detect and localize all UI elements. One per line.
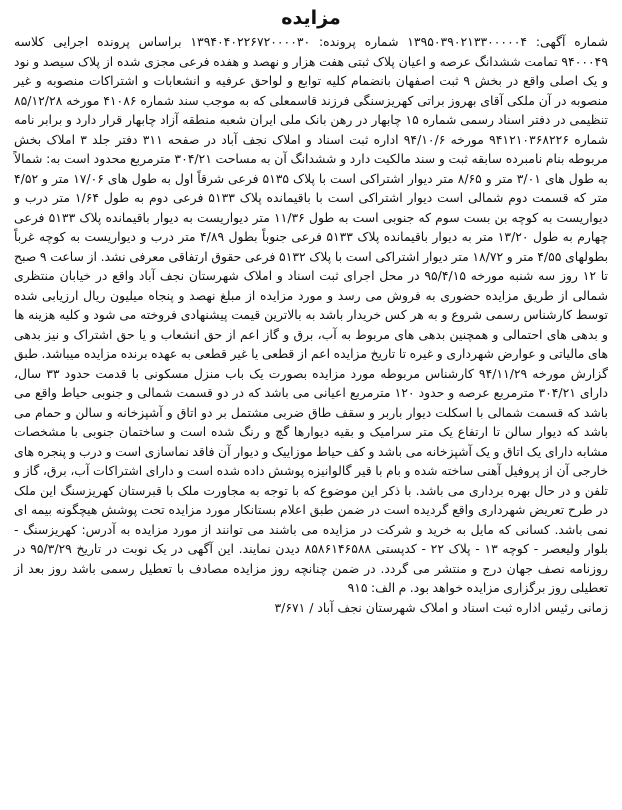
notice-title: مزایده — [281, 7, 341, 29]
auction-notice — [14, 6, 608, 617]
notice-signature: زمانی رئیس اداره ثبت اسناد و املاک شهرستان نجف آباد / ۳/۶۷۱ — [274, 599, 608, 615]
notice-body: شماره آگهی: ۱۳۹۵۰۳۹۰۲۱۳۳۰۰۰۰۰۴ شماره پرونده: ۱۳۹۴۰۴۰۲۲۶۷۲۰۰۰۰۳۰ براساس پرونده اجرایی کلاسه ۹۴۰۰۰۴۹ تمامت ششدانگ عرصه و اعیان پلاک ثبتی هفت هزار و نهصد و هفده فرعی مجزی شده از پلاک سیصد و نود و یک اصلی واقع در بخش ۹ ثبت اصفهان بانضمام کلیه توابع و لواحق عرفیه و انشعابات و اشتراکات منصوبه و غیر منصوبه در آن ملکی آقای بهروز براتی کهریزسنگی فرزند قاسمعلی که به موجب سند شماره ۴۱۰۸۶ مورخه ۸۵/۱۲/۲۸ تنظیمی در دفتر اسناد رسمی شماره ۱۵ چابهار در رهن بانک ملی ایران شعبه منطقه آزاد چابهار قرار دارد و برابر نامه شماره ۹۴۱۲۱۰۳۶۸۲۲۶ مورخه ۹۴/۱۰/۶ اداره ثبت اسناد و املاک نجف آباد در صفحه ۳۱۱ دفتر جلد ۳ املاک بخش مربوطه بنام نامبرده سابقه ثبت و سند مالکیت دارد و ششدانگ آن به مساحت ۳۰۴/۲۱ مترمربع محدود است به: شمالاً به طول های ۳/۰۱ متر و ۸/۶۵ متر دیوار اشتراکی است با پلاک ۵۱۳۵ فرعی شرقاً اول به طول های ۱۷/۰۶ متر و ۴/۵۲ متر که قسمت دوم شمالی است دیوار اشتراکی است با باقیمانده پلاک ۵۱۳۳ فرعی دوم به طول ۱/۶۴ متر درب و دیواریست به کوچه بن بست سوم که جنوبی است به طول ۱۱/۳۶ متر دیواریست به دیوار باقیمانده پلاک ۵۱۳۳ فرعی چهارم به طول ۱۳/۲۰ متر به دیوار باقیمانده پلاک ۵۱۳۳ فرعی جنوباً بطول ۴/۸۹ متر درب و دیواریست به کوچه غرباً بطولهای ۴/۵۵ متر و ۱۸/۷۲ متر دیوار اشتراکی است با پلاک ۵۱۳۲ فرعی حقوق ارتفاقی معرفی نشد. از ساعت ۹ صبح تا ۱۲ روز سه شنبه مورخه ۹۵/۴/۱۵ در محل اجرای ثبت اسناد و املاک شهرستان نجف آباد واقع در خیابان منتظری شمالی از طریق مزایده حضوری به فروش می رسد و مورد مزایده از مبلغ نهصد و پنجاه میلیون ریال ارزیابی شده توسط کارشناس رسمی شروع و به هر کس خریدار باشد به بالاترین قیمت پیشنهادی فروخته می شود و کلیه هزینه ها و بدهی های احتمالی و همچنین بدهی های مربوط به آب، برق و گاز اعم از حق انشعاب و یا حق اشتراک و نیز بدهی های مالیاتی و عوارض شهرداری و غیره تا تاریخ مزایده اعم از قطعی یا غیر قطعی به عهده برنده مزایده میباشد. طبق گزارش مورخه ۹۴/۱۱/۲۹ کارشناس مربوطه مورد مزایده بصورت یک باب منزل مسکونی با قدمت حدود ۳۳ سال، دارای ۳۰۴/۲۱ مترمربع عرصه و حدود ۱۲۰ مترمربع اعیانی می باشد که در دو قسمت شمالی و جنوبی حیاط واقع می باشد که قسمت شمالی با اسکلت دیوار باربر و سقف طاق ضربی مشتمل بر دو اتاق و آشپزخانه و سالن و حمام می باشد که دیوار سالن تا ارتفاع یک متر سرامیک و بقیه دیوارها گچ و رنگ شده است و ساختمان جنوبی با مشخصات مشابه دارای یک اتاق و یک آشپزخانه می باشد و کف حیاط موزاییک و دیوار آن فاقد نماسازی است و درب و پنجره های خارجی آن از پروفیل آهنی ساخته شده و بام با قیر گالوانیزه پوشش داده شده است و دارای اشتراکات آب، برق، گاز و تلفن و در حال بهره برداری می باشد. با ذکر این موضوع که با توجه به مجاورت ملک با قبرستان کهریزسنگ این ملک در طرح تعریض شهرداری واقع گردیده است در ضمن طبق اعلام بستانکار مورد مزایده تحت پوشش هیچگونه بیمه ای نمی باشد. کسانی که مایل به خرید و شرکت در مزایده می باشند می توانند از مورد مزایده به آدرس: کهریزسنگ - بلوار ولیعصر - کوچه ۱۳ - پلاک ۲۲ - کدپستی ۸۵۸۶۱۴۶۵۸۸ دیدن نمایند. این آگهی در یک نوبت در تاریخ ۹۵/۳/۲۹ در روزنامه نصف جهان درج و منتشر می گردد. در ضمن چنانچه روز مزایده مصادف با تعطیل رسمی باشد روز بعد از تعطیلی روز برگزاری مزایده خواهد بود. م الف: ۹۱۵ — [14, 34, 609, 595]
